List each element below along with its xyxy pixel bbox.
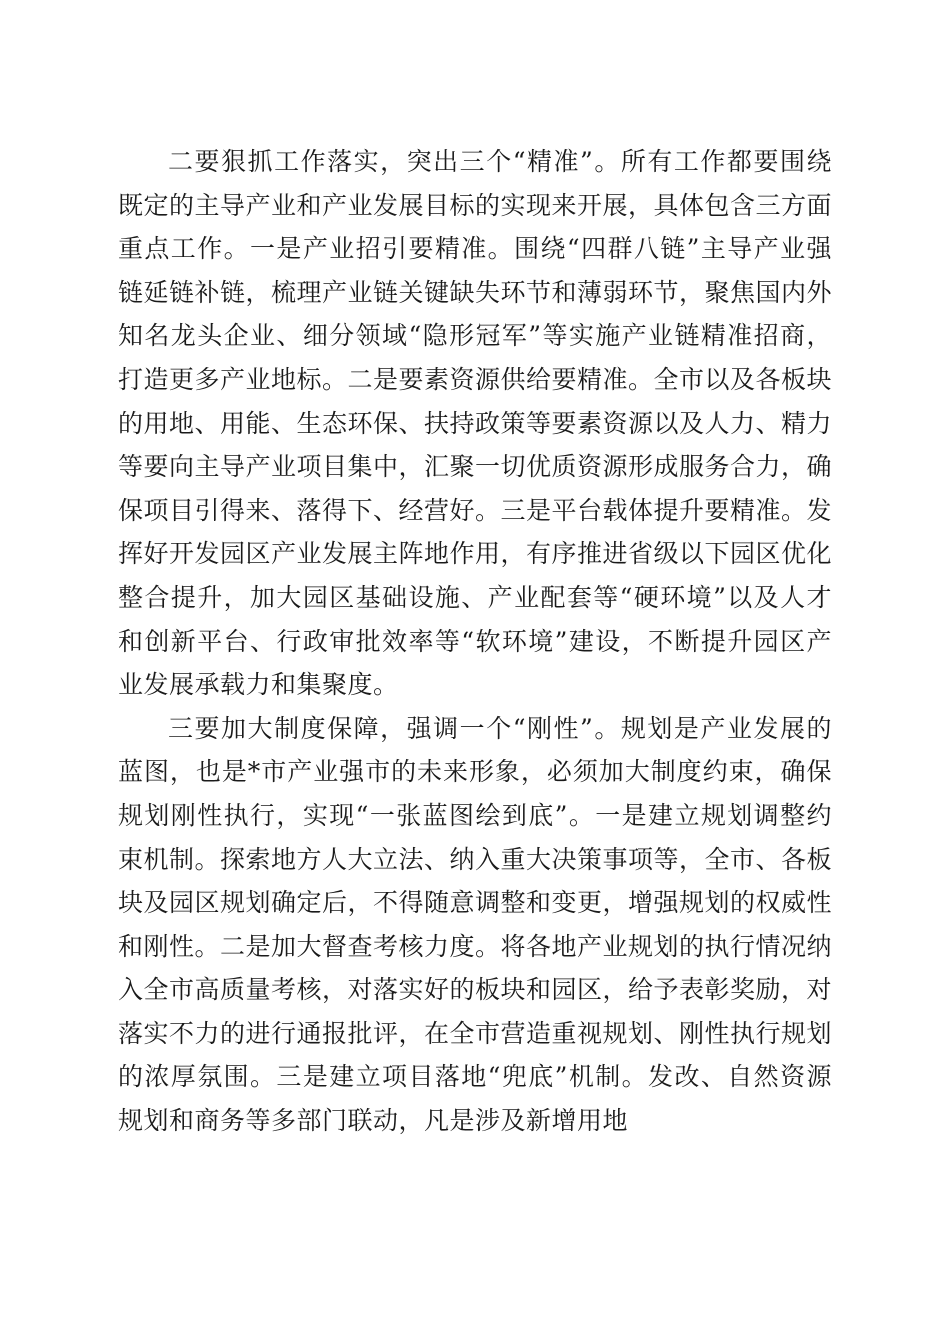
paragraph-three: 三要加大制度保障，强调一个“刚性”。规划是产业发展的蓝图，也是*市产业强市的未来形象，必须加大制度约束，确保规划刚性执行，实现“一张蓝图绘到底”。一是建立规划调整约束机制。探索地方人大立法、纳入重大决策事项等，全市、各板块及园区规划确定后，不得随意调整和变更，增强规划的权威性和刚性。二是加大督查考核力度。将各地产业规划的执行情况纳入全市高质量考核，对落实好的板块和园区，给予表彰奖励，对落实不力的进行通报批评，在全市营造重视规划、刚性执行规划的浓厚氛围。三是建立项目落地“兜底”机制。发改、自然资源规划和商务等多部门联动，凡是涉及新增用地	[118, 713, 833, 1136]
document-body	[118, 140, 832, 1143]
paragraph-two: 二要狠抓工作落实，突出三个“精准”。所有工作都要围绕既定的主导产业和产业发展目标的实现来开展，具体包含三方面重点工作。一是产业招引要精准。围绕“四群八链”主导产业强链延链补链，梳理产业链关键缺失环节和薄弱环节，聚焦国内外知名龙头企业、细分领域“隐形冠军”等实施产业链精准招商，打造更多产业地标。二是要素资源供给要精准。全市以及各板块的用地、用能、生态环保、扶持政策等要素资源以及人力、精力等要向主导产业项目集中，汇聚一切优质资源形成服务合力，确保项目引得来、落得下、经营好。三是平台载体提升要精准。发挥好开发园区产业发展主阵地作用，有序推进省级以下园区优化整合提升，加大园区基础设施、产业配套等“硬环境”以及人才和创新平台、行政审批效率等“软环境”建设，不断提升园区产业发展承载力和集聚度。	[118, 147, 833, 700]
